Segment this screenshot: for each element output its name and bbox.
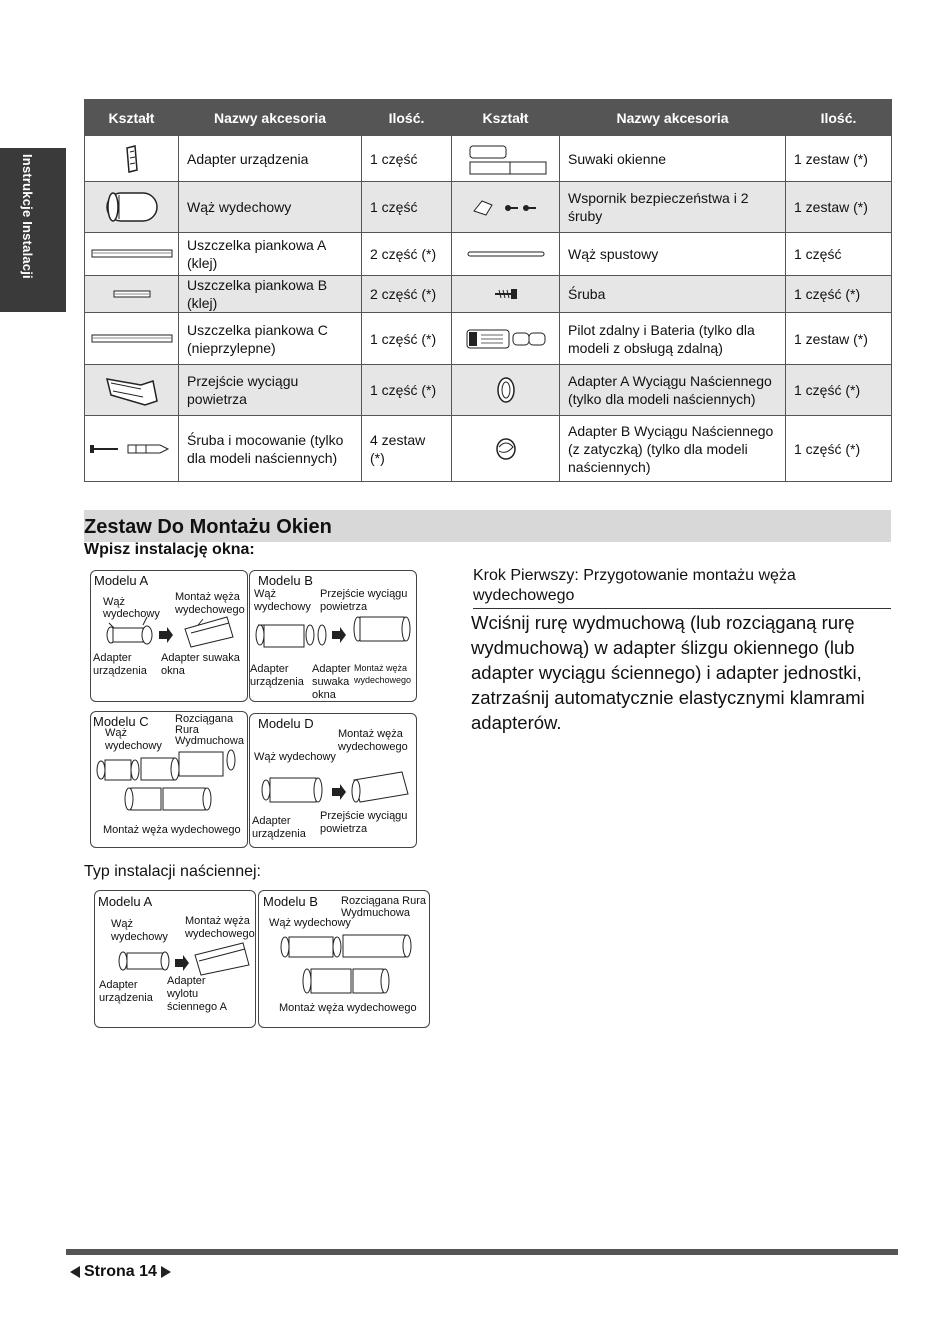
callout: Przejście wyciągu xyxy=(320,810,408,822)
table-header-row xyxy=(85,100,892,136)
model-label: Modelu B xyxy=(263,894,318,909)
header-shape: Kształt xyxy=(85,100,179,136)
model-label: Modelu B xyxy=(258,573,313,588)
callout: wydechowy xyxy=(254,601,311,613)
callout: wydechowy xyxy=(105,740,162,752)
wall-install-title: Typ instalacji naściennej: xyxy=(84,863,261,880)
table-row xyxy=(85,276,892,313)
callout: wydechowego xyxy=(185,928,255,940)
wall-adapter-a-icon xyxy=(452,365,560,416)
foam-seal-c-icon xyxy=(85,313,179,365)
accessory-qty: 1 część xyxy=(362,136,452,182)
callout: ściennego A xyxy=(167,1001,227,1013)
accessory-name: Adapter A Wyciągu Naściennego (tylko dla modeli naściennych) xyxy=(560,365,786,416)
accessory-qty: 1 część xyxy=(786,233,892,276)
table-row xyxy=(85,182,892,233)
table-row xyxy=(85,136,892,182)
callout: Adapter xyxy=(93,652,132,664)
callout: powietrza xyxy=(320,823,368,835)
accessory-qty: 1 część xyxy=(362,182,452,233)
accessory-name: Adapter B Wyciągu Naściennego (z zatyczką) (tylko dla modeli naściennych) xyxy=(560,416,786,482)
callout: urządzenia xyxy=(93,665,147,677)
callout: Wąż xyxy=(254,588,276,600)
diagram-model-d xyxy=(249,713,417,848)
callout: Wąż wydechowy xyxy=(254,751,336,763)
accessory-qty: 2 część (*) xyxy=(362,276,452,313)
accessory-qty: 1 zestaw (*) xyxy=(786,182,892,233)
callout: wydechowego xyxy=(354,675,412,685)
model-label: Modelu C xyxy=(93,714,149,729)
accessory-name: Przejście wyciągu powietrza xyxy=(179,365,362,416)
accessory-name: Wąż wydechowy xyxy=(179,182,362,233)
header-name: Nazwy akcesoria xyxy=(179,100,362,136)
screw-icon xyxy=(452,276,560,313)
accessory-qty: 1 zestaw (*) xyxy=(786,313,892,365)
table-row xyxy=(85,313,892,365)
footer-rule xyxy=(66,1249,898,1255)
callout: Montaż węża xyxy=(185,915,250,927)
exhaust-hose-icon xyxy=(85,182,179,233)
accessory-name: Śruba xyxy=(560,276,786,313)
accessory-qty: 1 część (*) xyxy=(362,313,452,365)
callout: Wydmuchowa xyxy=(175,735,244,747)
accessory-name: Uszczelka piankowa A (klej) xyxy=(179,233,362,276)
prev-page-icon[interactable] xyxy=(70,1266,80,1278)
diagram-model-a xyxy=(90,570,248,702)
accessory-name: Adapter urządzenia xyxy=(179,136,362,182)
callout: urządzenia xyxy=(250,676,304,688)
diagram-wall-model-b xyxy=(258,890,430,1028)
accessory-qty: 1 zestaw (*) xyxy=(786,136,892,182)
accessory-qty: 1 część (*) xyxy=(786,276,892,313)
accessory-name: Pilot zdalny i Bateria (tylko dla modeli z obsługą zdalną) xyxy=(560,313,786,365)
accessory-name: Wspornik bezpieczeństwa i 2 śruby xyxy=(560,182,786,233)
model-label: Modelu A xyxy=(94,573,149,588)
accessories-table xyxy=(84,99,892,482)
header-qty: Ilość. xyxy=(786,100,892,136)
callout: suwaka xyxy=(312,676,350,688)
remote-battery-icon xyxy=(452,313,560,365)
callout: powietrza xyxy=(320,601,368,613)
side-tab xyxy=(0,148,66,312)
header-qty: Ilość. xyxy=(362,100,452,136)
accessory-name: Uszczelka piankowa C (nieprzylepne) xyxy=(179,313,362,365)
sub-title: Wpisz instalację okna: xyxy=(84,541,255,558)
callout: Rozciągana xyxy=(175,713,234,725)
next-page-icon[interactable] xyxy=(161,1266,171,1278)
accessory-name: Suwaki okienne xyxy=(560,136,786,182)
diagram-model-b xyxy=(249,570,417,702)
accessory-qty: 1 część (*) xyxy=(362,365,452,416)
callout: wydechowy xyxy=(111,931,168,943)
callout: urządzenia xyxy=(99,992,153,1004)
page-number: Strona 14 xyxy=(84,1263,157,1280)
accessory-qty: 1 część (*) xyxy=(786,416,892,482)
foam-seal-a-icon xyxy=(85,233,179,276)
callout: Adapter xyxy=(99,979,138,991)
callout: Wąż xyxy=(105,727,127,739)
callout: Adapter xyxy=(167,975,206,987)
callout: wylotu xyxy=(167,988,199,1000)
safety-bracket-icon xyxy=(452,182,560,233)
step-heading: Krok Pierwszy: Przygotowanie montażu węża wydechowego xyxy=(473,566,891,609)
callout: Adapter xyxy=(250,663,289,675)
table-row xyxy=(85,233,892,276)
step-body: Wciśnij rurę wydmuchową (lub rozciąganą rurę wydmuchową) w adapter ślizgu okiennego (lub adapter wyciągu ściennego) i adapter jednostki, zatrzaśnij automatycznie elastycznymi klamrami adapterów. xyxy=(471,612,865,733)
callout: Montaż węża xyxy=(354,663,408,673)
unit-adapter-icon xyxy=(85,136,179,182)
window-slider-icon xyxy=(452,136,560,182)
accessory-qty: 2 część (*) xyxy=(362,233,452,276)
diagram-wall-model-a xyxy=(94,890,256,1028)
accessory-qty: 4 zestaw (*) xyxy=(362,416,452,482)
section-title: Zestaw Do Montażu Okien xyxy=(84,516,332,538)
foam-seal-b-icon xyxy=(85,276,179,313)
drain-hose-icon xyxy=(452,233,560,276)
accessory-name: Uszczelka piankowa B (klej) xyxy=(179,276,362,313)
callout: wydechowego xyxy=(175,604,245,616)
callout: Wąż xyxy=(111,918,133,930)
callout: Adapter suwaka xyxy=(161,652,240,664)
callout: Montaż węża xyxy=(338,728,403,740)
screw-anchor-icon xyxy=(85,416,179,482)
model-label: Modelu A xyxy=(98,894,153,909)
callout: wydechowego xyxy=(338,741,408,753)
callout: Wąż wydechowy xyxy=(269,917,351,929)
table-row xyxy=(85,365,892,416)
callout: Rura xyxy=(175,724,199,736)
header-shape: Kształt xyxy=(452,100,560,136)
callout: Rozciągana Rura xyxy=(341,895,426,907)
callout: Przejście wyciągu xyxy=(320,588,408,600)
callout: okna xyxy=(161,665,185,677)
callout: urządzenia xyxy=(252,828,306,840)
table-row xyxy=(85,416,892,482)
callout: Wąż xyxy=(103,596,125,608)
callout: Montaż węża wydechowego xyxy=(279,1002,417,1014)
wall-adapter-b-icon xyxy=(452,416,560,482)
callout: Montaż węża xyxy=(175,591,240,603)
callout: okna xyxy=(312,689,336,701)
callout: Adapter xyxy=(252,815,291,827)
callout: Wydmuchowa xyxy=(341,907,410,919)
model-label: Modelu D xyxy=(258,716,314,731)
accessory-qty: 1 część (*) xyxy=(786,365,892,416)
diagram-model-c xyxy=(90,711,248,848)
callout: wydechowy xyxy=(103,608,160,620)
header-name: Nazwy akcesoria xyxy=(560,100,786,136)
accessory-name: Wąż spustowy xyxy=(560,233,786,276)
air-outlet-transition-icon xyxy=(85,365,179,416)
page-footer xyxy=(70,1263,171,1281)
callout: Adapter xyxy=(312,663,351,675)
side-tab-label: Instrukcje Instalacji xyxy=(20,154,35,279)
callout: Montaż węża wydechowego xyxy=(103,824,241,836)
accessory-name: Śruba i mocowanie (tylko dla modeli naściennych) xyxy=(179,416,362,482)
